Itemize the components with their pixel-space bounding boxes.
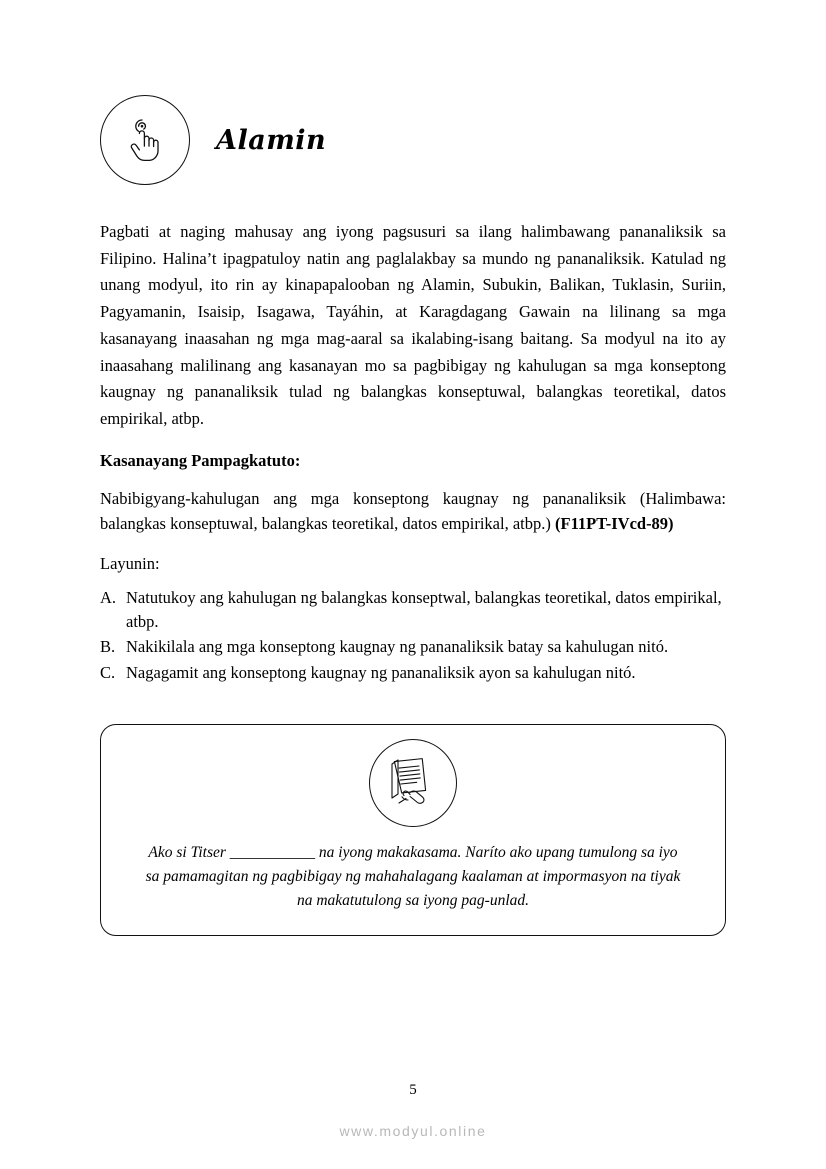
teacher-note-text: Ako si Titser ___________ na iyong makakasama. Naríto ako upang tumulong sa iyo sa pamamagitan ng pagbibigay ng mahahalagang kaalaman at impormasyon na tiyak na makatutulong sa iyong pag-unlad.	[145, 843, 681, 909]
list-item-text: Nakikilala ang mga konseptong kaugnay ng pananaliksik batay sa kahulugan nitó.	[126, 637, 669, 657]
section-title: Alamin	[216, 124, 327, 156]
list-item-text: Nagagamit ang konseptong kaugnay ng pananaliksik ayon sa kahulugan nitó.	[126, 662, 636, 682]
hand-pointing-icon	[100, 95, 190, 185]
page-number: 5	[409, 1082, 417, 1098]
list-item	[100, 635, 726, 658]
section-header	[100, 95, 726, 185]
competency-text	[100, 487, 726, 537]
list-item-text: Natutukoy ang kahulugan ng balangkas konseptwal, balangkas teoretikal, datos empirikal, atbp.	[126, 588, 722, 631]
hand-writing-paper-icon	[369, 739, 457, 827]
objectives-list	[100, 586, 726, 684]
watermark: www.modyul.online	[339, 1123, 487, 1139]
list-item-marker: C.	[100, 662, 116, 682]
competency-body: Nabibigyang-kahulugan ang mga konseptong kaugnay ng pananaliksik (Halimbawa: balangkas konseptuwal, balangkas teoretikal, datos empirikal, atbp.)	[100, 488, 726, 533]
list-item	[100, 661, 726, 684]
teacher-note-box	[100, 724, 726, 936]
list-item-marker: A.	[100, 588, 117, 608]
list-item	[100, 586, 726, 633]
competency-heading: Kasanayang Pampagkatuto:	[100, 450, 301, 470]
list-item-marker: B.	[100, 637, 116, 657]
competency-code: (F11PT-IVcd-89)	[555, 513, 674, 533]
intro-paragraph: Pagbati at naging mahusay ang iyong pagsusuri sa ilang halimbawang pananaliksik sa Filipino. Halina’t ipagpatuloy natin ang paglalakbay sa mundo ng pananaliksik. Katulad ng unang modyul, ito rin ay kinapapalooban ng Alamin, Subukin, Balikan, Tuklasin, Suriin, Pagyamanin, Isaisip, Isagawa, Tayáhin, at Karagdagang Gawain na lilinang sa mga kasanayang inaasahan ng mga mag-aaral sa ikalabing-isang baitang. Sa modyul na ito ay inaasahang malilinang ang kasanayan mo sa pagbibigay ng kahulugan sa mga konseptong kaugnay ng pananaliksik tulad ng balangkas konseptuwal, balangkas teoretikal, datos empirikal, atbp.	[100, 222, 726, 429]
objectives-label: Layunin:	[100, 554, 160, 574]
